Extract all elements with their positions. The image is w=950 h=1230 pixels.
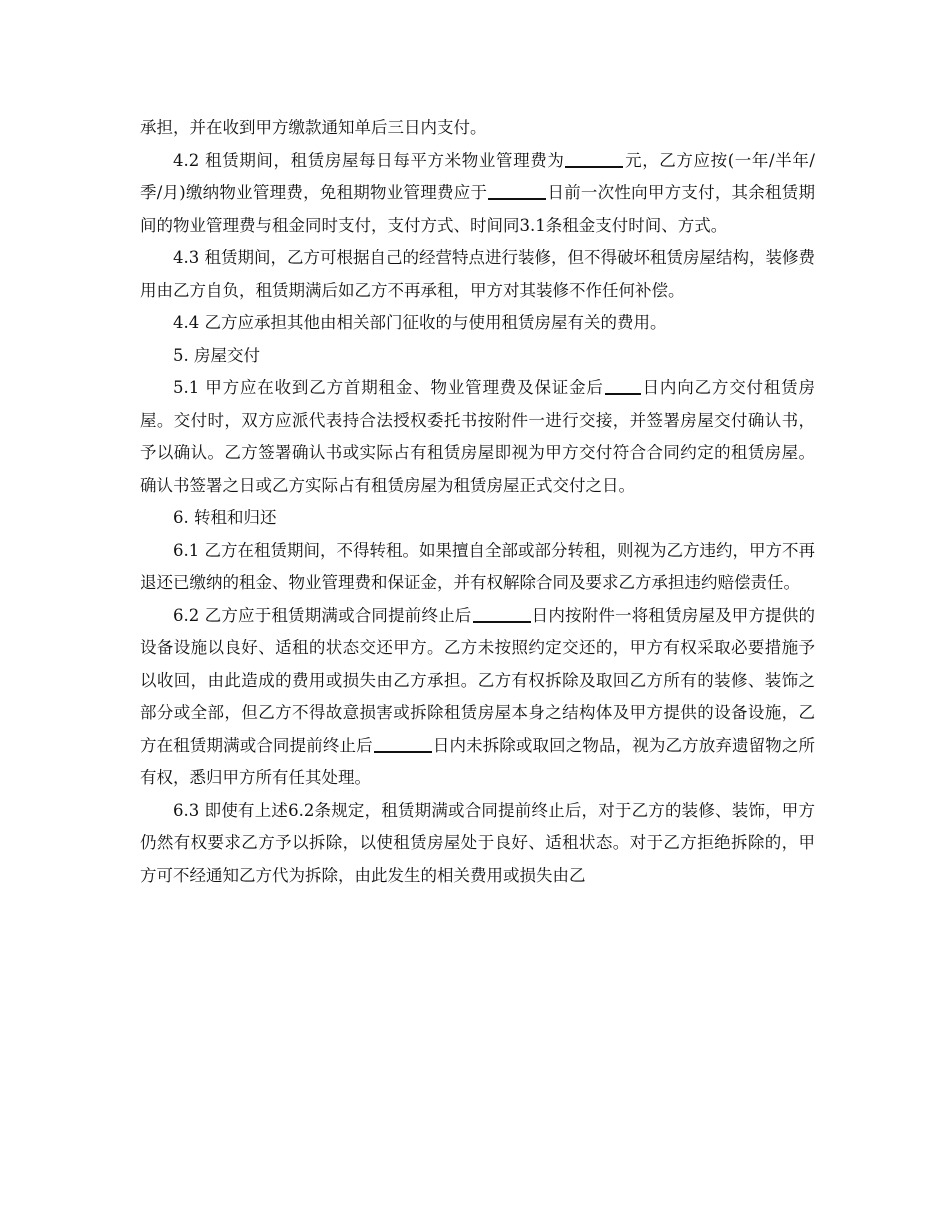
paragraph-text: 4.3 租赁期间，乙方可根据自己的经营特点进行装修，但不得破坏租赁房屋结构，装修费用由乙方自负，租赁期满后如乙方不再承租，甲方对其装修不作任何补偿。 xyxy=(140,248,815,300)
paragraph-text: 6.3 即使有上述6.2条规定，租赁期满或合同提前终止后，对于乙方的装修、装饰，甲方仍然有权要求乙方予以拆除，以使租赁房屋处于良好、适租状态。对于乙方拒绝拆除的，甲方可不经通知乙方代为拆除，由此发生的相关费用或损失由乙 xyxy=(140,800,815,885)
fill-in-blank xyxy=(565,148,623,168)
paragraph-4-2 xyxy=(140,145,815,243)
paragraph-text: 元，乙方应按(一年/半年/季/月)缴纳物业管理费，免租期物业管理费应于 xyxy=(140,150,815,202)
fill-in-blank xyxy=(488,180,546,200)
fill-in-blank xyxy=(605,375,641,395)
paragraph-text: 日内未拆除或取回之物品，视为乙方放弃遗留物之所有权，悉归甲方所有任其处理。 xyxy=(140,735,816,787)
section-heading-6 xyxy=(140,502,815,535)
paragraph-continuation xyxy=(140,112,815,145)
section-heading-text: 6. 转租和归还 xyxy=(173,508,277,527)
paragraph-text: 承担，并在收到甲方缴款通知单后三日内支付。 xyxy=(140,118,487,137)
paragraph-text: 6.1 乙方在租赁期间，不得转租。如果擅自全部或部分转租，则视为乙方违约，甲方不再退还已缴纳的租金、物业管理费和保证金，并有权解除合同及要求乙方承担违约赔偿责任。 xyxy=(140,540,815,592)
paragraph-text: 4.2 租赁期间，租赁房屋每日每平方米物业管理费为 xyxy=(173,150,565,170)
paragraph-text: 5.1 甲方应在收到乙方首期租金、物业管理费及保证金后 xyxy=(173,378,604,397)
paragraph-text: 日内向乙方交付租赁房屋。交付时，双方应派代表持合法授权委托书按附件一进行交接，并签署房屋交付确认书，予以确认。乙方签署确认书或实际占有租赁房屋即视为甲方交付符合合同约定的租赁房屋。确认书签署之日或乙方实际占有租赁房屋为租赁房屋正式交付之日。 xyxy=(140,378,815,495)
paragraph-text: 6.2 乙方应于租赁期满或合同提前终止后 xyxy=(173,605,472,625)
paragraph-text: 日前一次性向甲方支付，其余租赁期间的物业管理费与租金同时支付，支付方式、时间同3.1条租金支付时间、方式。 xyxy=(140,183,816,235)
paragraph-5-1 xyxy=(140,372,815,502)
section-heading-text: 5. 房屋交付 xyxy=(173,345,260,365)
fill-in-blank xyxy=(473,603,531,623)
paragraph-6-3 xyxy=(140,795,815,893)
paragraph-text: 日内按附件一将租赁房屋及甲方提供的设备设施以良好、适租的状态交还甲方。乙方未按照约定交还的，甲方有权采取必要措施予以收回，由此造成的费用或损失由乙方承担。乙方有权拆除及取回乙方所有的装修、装饰之部分或全部，但乙方不得故意损害或拆除租赁房屋本身之结构体及甲方提供的设备设施，乙方在租赁期满或合同提前终止后 xyxy=(140,605,816,755)
fill-in-blank xyxy=(374,733,432,753)
section-heading-5 xyxy=(140,340,815,373)
paragraph-6-1 xyxy=(140,535,815,600)
document-page xyxy=(140,112,815,892)
paragraph-4-3 xyxy=(140,242,815,307)
paragraph-text: 4.4 乙方应承担其他由相关部门征收的与使用租赁房屋有关的费用。 xyxy=(173,313,667,332)
paragraph-4-4 xyxy=(140,307,815,340)
paragraph-6-2 xyxy=(140,600,815,795)
